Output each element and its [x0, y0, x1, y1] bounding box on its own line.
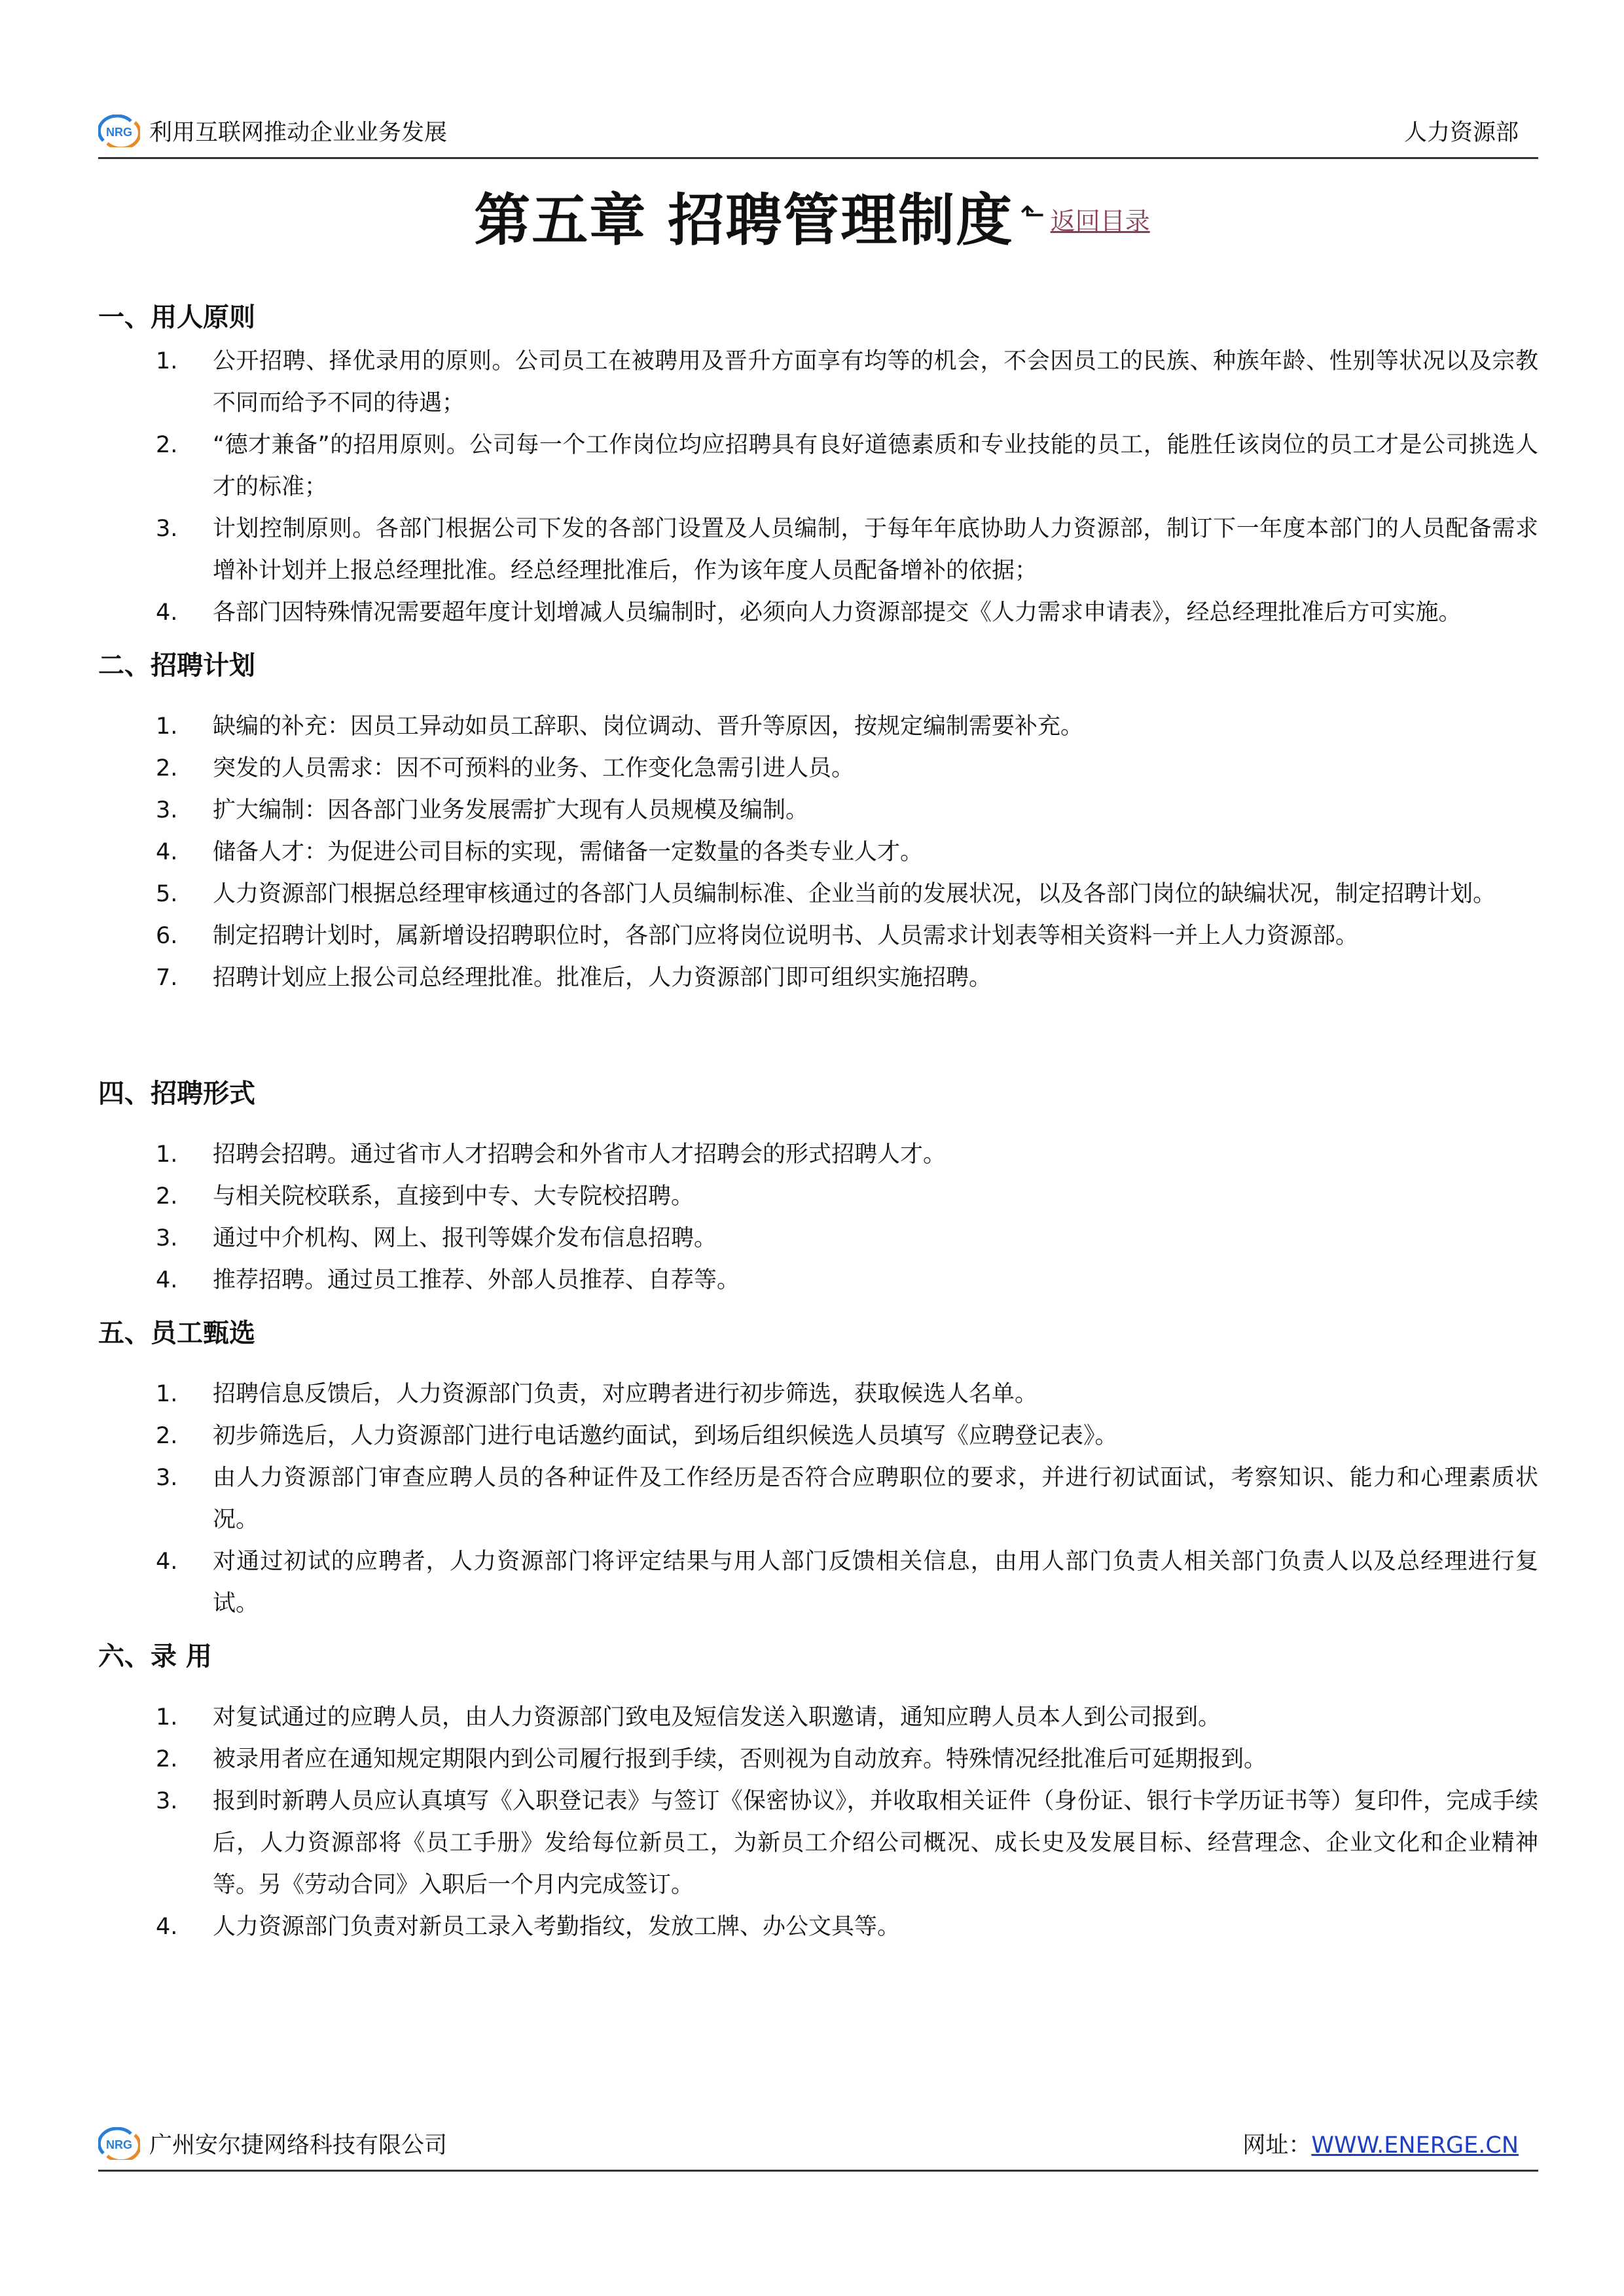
company-logo-icon [98, 2127, 140, 2160]
section-heading: 五、员工甄选 [98, 1318, 255, 1348]
list-text: 与相关院校联系，直接到中专、大专院校招聘。 [213, 1183, 695, 1210]
document-body [98, 295, 1538, 1948]
page-title: 第五章 招聘管理制度 [474, 188, 1014, 253]
list-number: 6. [156, 923, 178, 949]
list-number: 4. [156, 1914, 178, 1940]
list-number: 2. [156, 1183, 178, 1210]
header-department: 人力资源部 [1403, 120, 1519, 146]
list-text: 推荐招聘。通过员工推荐、外部人员推荐、自荐等。 [213, 1267, 740, 1293]
list-number: 4. [156, 1549, 178, 1575]
list-text: 扩大编制：因各部门业务发展需扩大现有人员规模及编制。 [213, 797, 809, 823]
list-number: 1. [156, 1141, 178, 1168]
footer-company-name: 广州安尔捷网络科技有限公司 [149, 2132, 448, 2159]
list-item [98, 1780, 1538, 1906]
company-logo-icon [98, 115, 140, 147]
list-text: 人力资源部门负责对新员工录入考勤指纹，发放工牌、办公文具等。 [213, 1914, 901, 1940]
list-item [98, 1259, 1538, 1301]
list-number: 3. [156, 516, 178, 542]
list-number: 2. [156, 1746, 178, 1772]
list-item [98, 789, 1538, 831]
list-text: 储备人才：为促进公司目标的实现，需储备一定数量的各类专业人才。 [213, 839, 924, 865]
list-text: 缺编的补充：因员工异动如员工辞职、岗位调动、晋升等原因，按规定编制需要补充。 [213, 713, 1084, 740]
list-text: 初步筛选后，人力资源部门进行电话邀约面试，到场后组织候选人员填写《应聘登记表》。 [213, 1423, 1118, 1449]
list-text: 对复试通过的应聘人员，由人力资源部门致电及短信发送入职邀请，通知应聘人员本人到公司报到。 [213, 1704, 1221, 1731]
list-number: 2. [156, 1423, 178, 1449]
section-list [98, 1696, 1538, 1948]
list-item [98, 1738, 1538, 1780]
list-text: 招聘计划应上报公司总经理批准。批准后，人力资源部门即可组织实施招聘。 [213, 965, 992, 991]
section-employee-screening [98, 1310, 1538, 1624]
list-text: “德才兼备”的招用原则。公司每一个工作岗位均应招聘具有良好道德素质和专业技能的员工，能胜任该岗位的员工才是公司挑选人才的标准； [213, 432, 1538, 500]
header-brand [98, 115, 447, 147]
back-to-toc-link[interactable]: 返回目录 [1050, 207, 1150, 236]
header-left-text: 利用互联网推动企业业务发展 [149, 120, 448, 146]
list-item [98, 1415, 1538, 1457]
list-text: 公开招聘、择优录用的原则。公司员工在被聘用及晋升方面享有均等的机会，不会因员工的民族、种族年龄、性别等状况以及宗教不同而给予不同的待遇； [213, 348, 1538, 416]
list-number: 5. [156, 881, 178, 907]
section-employment [98, 1634, 1538, 1948]
section-list [98, 1373, 1538, 1624]
list-item [98, 508, 1538, 592]
page-footer [98, 2117, 1538, 2172]
list-item [98, 706, 1538, 747]
section-recruitment-plan [98, 643, 1538, 999]
section-hiring-principles [98, 295, 1538, 634]
list-text: 招聘信息反馈后，人力资源部门负责，对应聘者进行初步筛选，获取候选人名单。 [213, 1381, 1038, 1407]
section-heading: 四、招聘形式 [98, 1079, 255, 1109]
list-item [98, 1134, 1538, 1175]
list-text: 被录用者应在通知规定期限内到公司履行报到手续，否则视为自动放弃。特殊情况经批准后可延期报到。 [213, 1746, 1267, 1772]
list-number: 2. [156, 755, 178, 781]
list-number: 1. [156, 348, 178, 374]
list-number: 7. [156, 965, 178, 991]
list-item [98, 1541, 1538, 1624]
svg-text:NRG: NRG [106, 126, 132, 139]
website-link[interactable]: WWW.ENERGE.CN [1311, 2132, 1519, 2159]
list-text: 对通过初试的应聘者，人力资源部门将评定结果与用人部门反馈相关信息，由用人部门负责人相关部门负责人以及总经理进行复试。 [213, 1549, 1538, 1617]
list-number: 3. [156, 1788, 178, 1814]
list-item [98, 1217, 1538, 1259]
list-item [98, 747, 1538, 789]
section-heading: 二、招聘计划 [98, 651, 255, 681]
list-text: 人力资源部门根据总经理审核通过的各部门人员编制标准、企业当前的发展状况，以及各部门岗位的缺编状况，制定招聘计划。 [213, 881, 1496, 907]
list-number: 1. [156, 713, 178, 740]
list-item [98, 1175, 1538, 1217]
list-item [98, 1696, 1538, 1738]
list-item [98, 957, 1538, 999]
list-text: 各部门因特殊情况需要超年度计划增减人员编制时，必须向人力资源部提交《人力需求申请表》，经总经理批准后方可实施。 [213, 600, 1462, 626]
website-label: 网址： [1242, 2132, 1312, 2159]
list-text: 通过中介机构、网上、报刊等媒介发布信息招聘。 [213, 1225, 717, 1251]
list-text: 招聘会招聘。通过省市人才招聘会和外省市人才招聘会的形式招聘人才。 [213, 1141, 947, 1168]
list-item [98, 340, 1538, 424]
list-item [98, 1373, 1538, 1415]
list-number: 4. [156, 839, 178, 865]
page-header [98, 105, 1538, 159]
list-number: 3. [156, 797, 178, 823]
list-item [98, 592, 1538, 634]
list-item [98, 1906, 1538, 1948]
list-number: 4. [156, 1267, 178, 1293]
section-heading: 六、录 用 [98, 1641, 212, 1672]
section-list [98, 1134, 1538, 1301]
list-number: 1. [156, 1704, 178, 1731]
list-number: 3. [156, 1465, 178, 1491]
list-number: 1. [156, 1381, 178, 1407]
footer-website [1242, 2127, 1519, 2160]
list-text: 制定招聘计划时，属新增设招聘职位时，各部门应将岗位说明书、人员需求计划表等相关资料一并上人力资源部。 [213, 923, 1359, 949]
section-list [98, 340, 1538, 634]
list-text: 突发的人员需求：因不可预料的业务、工作变化急需引进人员。 [213, 755, 855, 781]
list-item [98, 831, 1538, 873]
list-text: 由人力资源部门审查应聘人员的各种证件及工作经历是否符合应聘职位的要求，并进行初试面试，考察知识、能力和心理素质状况。 [213, 1465, 1538, 1533]
list-number: 3. [156, 1225, 178, 1251]
list-number: 4. [156, 600, 178, 626]
list-text: 计划控制原则。各部门根据公司下发的各部门设置及人员编制，于每年年底协助人力资源部，制订下一年度本部门的人员配备需求增补计划并上报总经理批准。经总经理批准后，作为该年度人员配备增补的依据； [213, 516, 1538, 584]
list-text: 报到时新聘人员应认真填写《入职登记表》与签订《保密协议》，并收取相关证件（身份证、银行卡学历证书等）复印件，完成手续后，人力资源部将《员工手册》发给每位新员工，为新员工介绍公司概况、成长史及发展目标、经营理念、企业文化和企业精神等。另《劳动合同》入职后一个月内完成签订。 [213, 1788, 1538, 1898]
list-item [98, 424, 1538, 508]
chapter-title-row [0, 185, 1624, 257]
svg-text:NRG: NRG [106, 2138, 132, 2151]
section-recruitment-forms [98, 1071, 1538, 1301]
footer-brand [98, 2127, 447, 2160]
return-arrow-icon[interactable]: ⬑ [1020, 196, 1045, 232]
section-heading: 一、用人原则 [98, 302, 255, 332]
section-list [98, 706, 1538, 999]
list-number: 2. [156, 432, 178, 458]
list-item [98, 1457, 1538, 1541]
list-item [98, 873, 1538, 915]
list-item [98, 915, 1538, 957]
